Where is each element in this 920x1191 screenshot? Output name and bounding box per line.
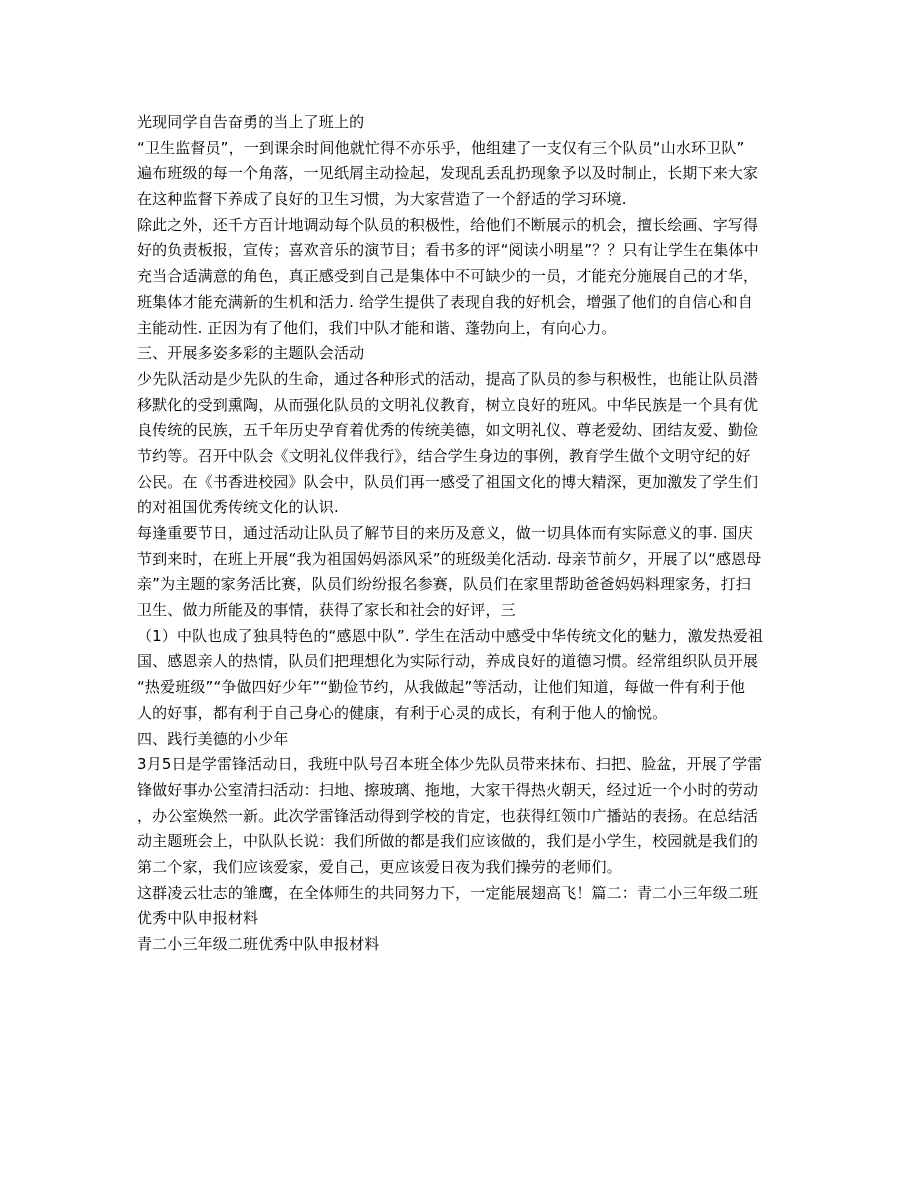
text-line: 遍布班级的每一个角落，一见纸屑主动捡起，发现乱丢乱扔现象予以及时制止，长期下来大家 bbox=[137, 164, 759, 183]
text-line: 班集体才能充满新的生机和活力. 给学生提供了表现自我的好机会，增强了他们的自信心和自 bbox=[137, 292, 753, 311]
text-line: “热爱班级”“争做四好少年”“勤俭节约，从我做起”等活动，让他们知道，每做一件有利于他 bbox=[137, 678, 746, 697]
text-line: ，办公室焕然一新。此次学雷锋活动得到学校的肯定，也获得红领巾广播站的表扬。在总结活 bbox=[137, 806, 759, 825]
text-line: 人的好事，都有利于自己身心的健康，有利于心灵的成长，有利于他人的愉悦。 bbox=[137, 703, 668, 722]
text-line: 在这种监督下养成了良好的卫生习惯，为大家营造了一个舒适的学习环境. bbox=[137, 190, 627, 209]
text-line: 亲”为主题的家务活比赛，队员们纷纷报名参赛，队员们在家里帮助爸爸妈妈料理家务，打扫 bbox=[137, 575, 751, 594]
document-page bbox=[137, 110, 787, 958]
text-line: 主能动性. 正因为有了他们，我们中队才能和谐、蓬勃向上，有向心力。 bbox=[137, 318, 617, 337]
document-title-line: 青二小三年级二班优秀中队申报材料 bbox=[137, 935, 380, 953]
text-line: 3月5日是学雷锋活动日，我班中队号召本班全体少先队员带来抹布、扫把、脸盆，开展了学雷 bbox=[137, 755, 763, 774]
text-line: 每逢重要节日，通过活动让队员了解节目的来历及意义，做一切具体而有实际意义的事. 国庆 bbox=[137, 524, 753, 542]
text-line: 国、感恩亲人的热情，队员们把理想化为实际行动，养成良好的道德习惯。经常组织队员开展 bbox=[137, 652, 759, 671]
text-line: 优秀中队申报材料 bbox=[137, 909, 259, 928]
text-line: 的对祖国优秀传统文化的认识. bbox=[137, 498, 339, 517]
text-line: 节到来时，在班上开展“我为祖国妈妈添风采”的班级美化活动. 母亲节前夕，开展了以“感恩母 bbox=[137, 549, 762, 568]
text-line: 移默化的受到熏陶，从而强化队员的文明礼仪教育，树立良好的班风。中华民族是一个具有优 bbox=[137, 395, 759, 414]
text-line: 光现同学自告奋勇的当上了班上的 bbox=[137, 113, 365, 131]
text-line: 节约等。召开中队会《文明礼仪伴我行》，结合学生身边的事例，教育学生做个文明守纪的好 bbox=[137, 446, 751, 465]
text-line: 好的负责板报，宣传；喜欢音乐的演节目；看书多的评“阅读小明星”？？只有让学生在集体中 bbox=[137, 241, 759, 260]
text-line: 动主题班会上，中队队长说：我们所做的都是我们应该做的，我们是小学生，校园就是我们的 bbox=[137, 832, 759, 851]
section-heading: 三、开展多姿多彩的主题队会活动 bbox=[137, 344, 365, 363]
text-line: 少先队活动是少先队的生命，通过各种形式的活动，提高了队员的参与积极性，也能让队员潜 bbox=[137, 369, 759, 388]
text-line: 第二个家，我们应该爱家，爱自己，更应该爱日夜为我们操劳的老师们。 bbox=[137, 857, 622, 876]
text-line: 这群凌云壮志的雏鹰，在全体师生的共同努力下，一定能展翅高飞！篇二：青二小三年级二班 bbox=[137, 883, 759, 902]
text-line: 卫生、做力所能及的事情，获得了家长和社会的好评，三 bbox=[137, 601, 516, 620]
text-line: 公民。在《书香进校园》队会中，队员们再一感受了祖国文化的博大精深，更加激发了学生们 bbox=[137, 472, 759, 491]
text-line: 除此之外，还千方百计地调动每个队员的积极性，给他们不断展示的机会，擅长绘画、字写得 bbox=[137, 215, 759, 234]
text-line: 充当合适满意的角色，真正感受到自己是集体中不可缺少的一员，才能充分施展自己的才华， bbox=[137, 267, 759, 286]
text-line: （1）中队也成了独具特色的“感恩中队”. 学生在活动中感受中华传统文化的魅力，激发热爱祖 bbox=[137, 626, 764, 645]
section-heading: 四、践行美德的小少年 bbox=[137, 729, 289, 748]
text-line: 锋做好事办公室清扫活动：扫地、擦玻璃、拖地，大家干得热火朝天，经过近一个小时的劳动 bbox=[137, 780, 759, 799]
text-line: 良传统的民族，五千年历史孕育着优秀的传统美德，如文明礼仪、尊老爱幼、团结友爱、勤俭 bbox=[137, 421, 759, 440]
text-line: “卫生监督员”，一到课余时间他就忙得不亦乐乎，他组建了一支仅有三个队员“山水环卫队” bbox=[137, 138, 745, 157]
